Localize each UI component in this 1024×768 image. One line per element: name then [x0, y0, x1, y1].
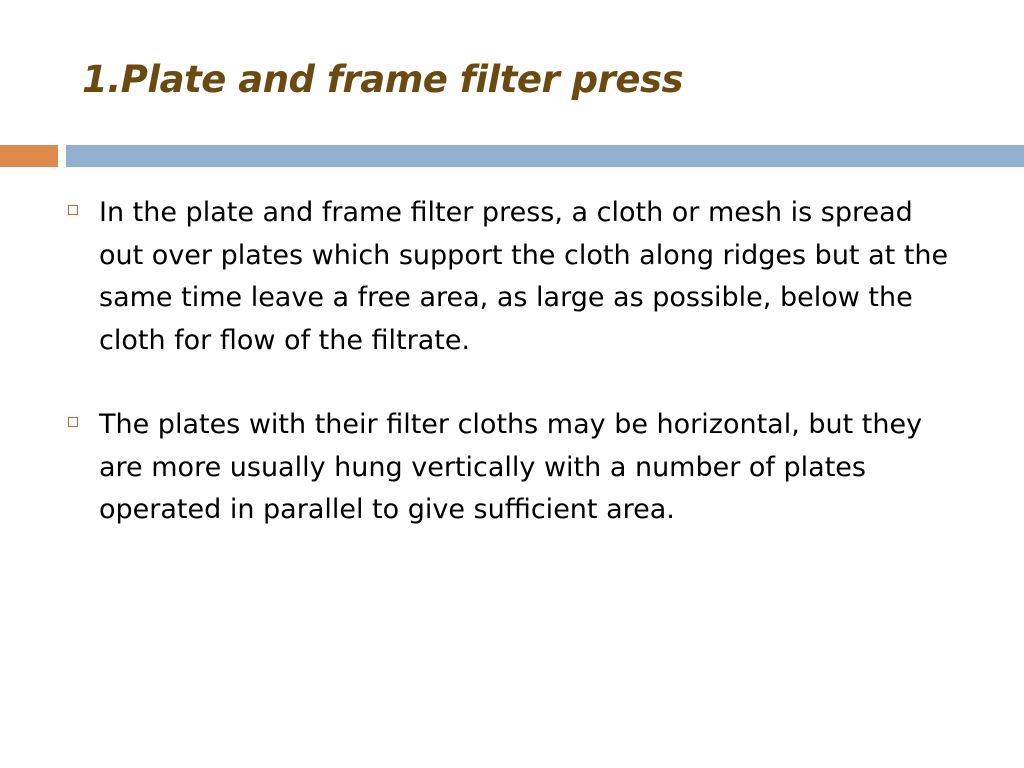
- bullet-item: [64, 192, 964, 362]
- title-divider-bar: [66, 145, 1024, 167]
- title-accent-bar: [0, 145, 58, 167]
- bullet-text: In the plate and frame filter press, a cloth or mesh is spread out over plates which support the cloth along ridges but at the same time leave a free area, as large as possible, below the cloth for flow of the filtrate.: [99, 197, 949, 356]
- slide-title: 1.Plate and frame filter press: [82, 58, 683, 101]
- bullet-item: [64, 404, 964, 532]
- hollow-square-bullet-icon: [68, 205, 78, 215]
- bullet-list: [64, 192, 964, 574]
- hollow-square-bullet-icon: [68, 417, 78, 427]
- bullet-text: The plates with their filter cloths may be horizontal, but they are more usually hung vertically with a number of plates operated in parallel to give sufficient area.: [99, 409, 923, 525]
